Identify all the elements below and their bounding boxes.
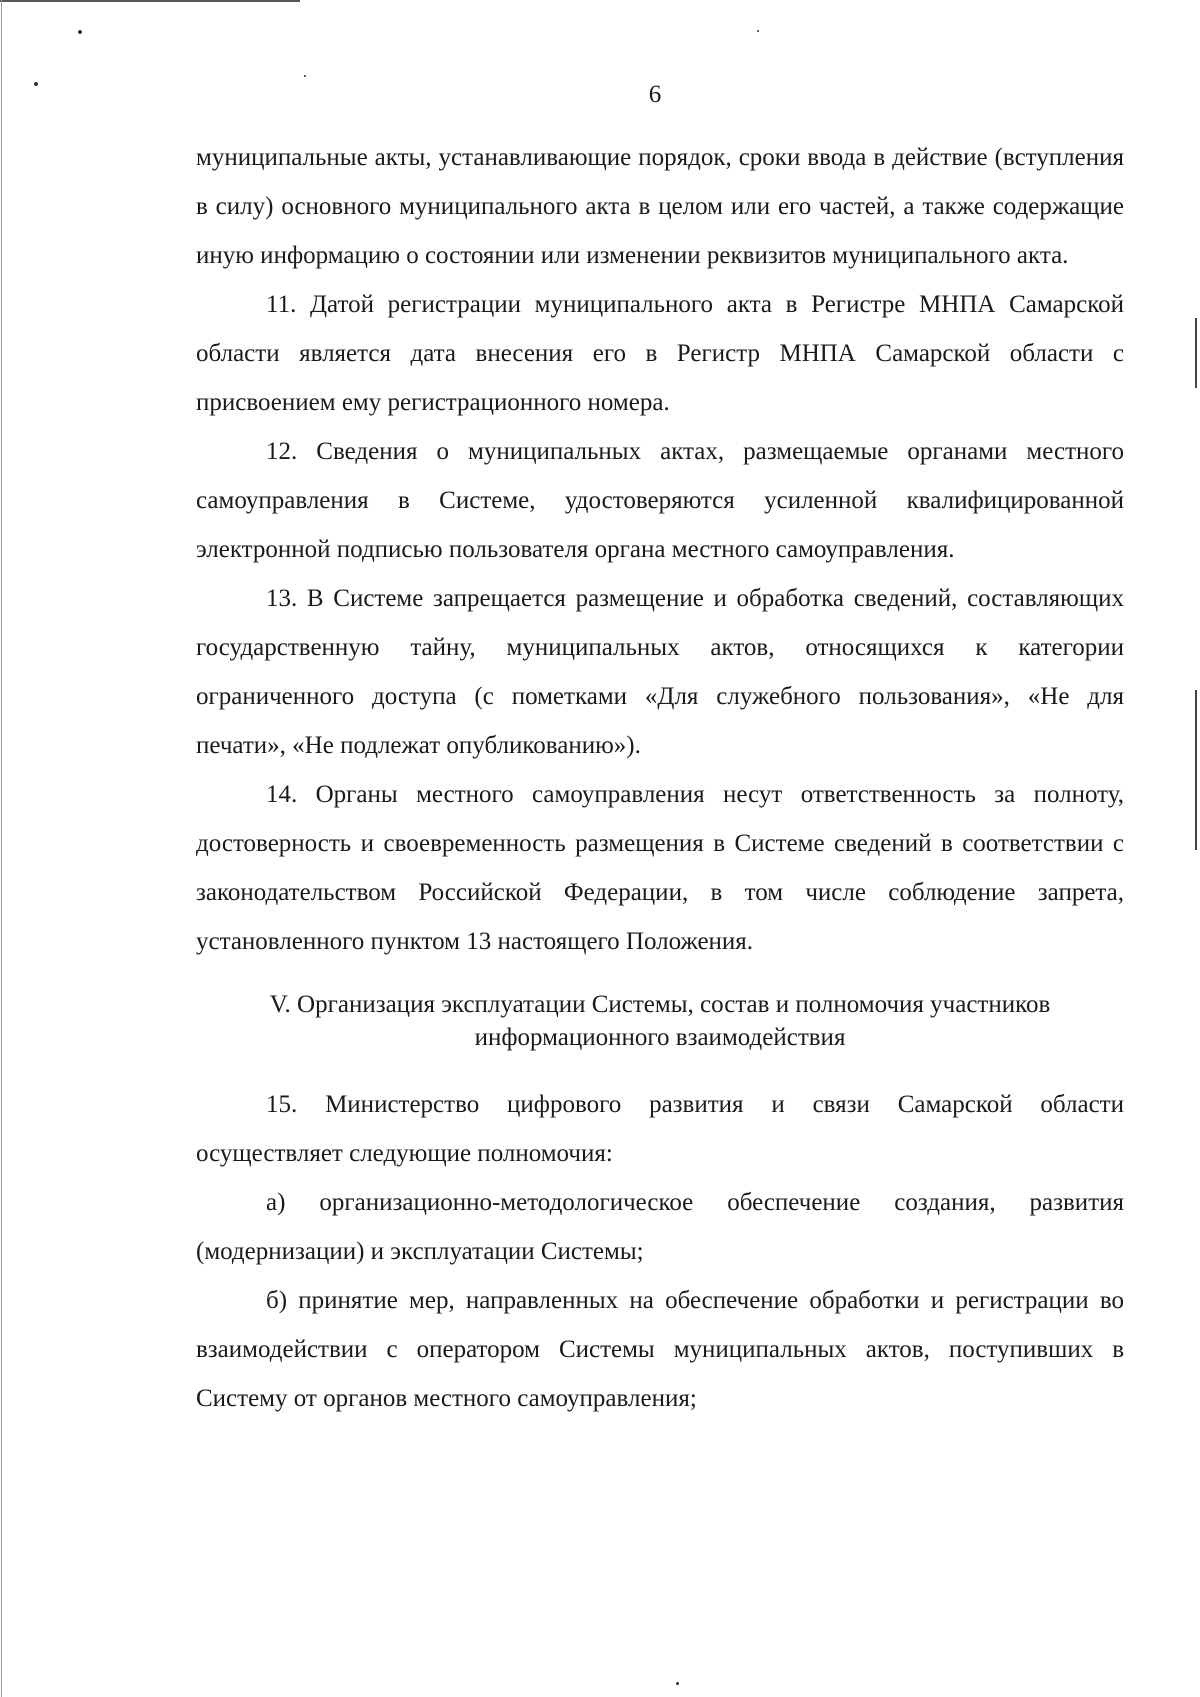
scan-speck [34, 82, 38, 86]
page-number: 6 [648, 81, 662, 108]
paragraph-continuation: муниципальные акты, устанавливающие порядок, сроки ввода в действие (вступления в силу) основного муниципального акта в целом или его частей, а также содержащие иную информацию о состоянии или изменении реквизитов муниципального акта. [196, 144, 1124, 269]
section-heading-line-1: V. Организация эксплуатации Системы, состав и полномочия участников [269, 991, 1051, 1018]
section-heading-line-2: информационного взаимодействия [474, 1024, 846, 1051]
scan-speck [304, 75, 306, 77]
scan-edge-top [0, 0, 300, 2]
section-heading [196, 988, 1124, 1054]
scan-edge-right-lower [1195, 690, 1197, 850]
document-body [196, 133, 1124, 1423]
paragraph-15: 15. Министерство цифрового развития и связи Самарской области осуществляет следующие полномочия: [196, 1091, 1124, 1167]
scan-edge-right-upper [1195, 318, 1197, 388]
scan-speck [676, 1682, 679, 1685]
paragraph-15b: б) принятие мер, направленных на обеспечение обработки и регистрации во взаимодействии с оператором Системы муниципальных актов, поступивших в Систему от органов местного самоуправления; [196, 1287, 1124, 1412]
paragraph-15a: а) организационно-методологическое обеспечение создания, развития (модернизации) и эксплуатации Системы; [196, 1189, 1124, 1265]
paragraph-12: 12. Сведения о муниципальных актах, размещаемые органами местного самоуправления в Системе, удостоверяются усиленной квалифицированной электронной подписью пользователя органа местного самоуправления. [196, 438, 1124, 563]
paragraph-14: 14. Органы местного самоуправления несут ответственность за полноту, достоверность и своевременность размещения в Системе сведений в соответствии с законодательством Российской Федерации, в том числе соблюдение запрета, установленного пунктом 13 настоящего Положения. [196, 781, 1124, 955]
scan-edge-left [1, 0, 2, 1697]
paragraph-13: 13. В Системе запрещается размещение и обработка сведений, составляющих государственную тайну, муниципальных актов, относящихся к категории ограниченного доступа (с пометками «Для служебного пользования», «Не для печати», «Не подлежат опубликованию»). [196, 585, 1124, 759]
paragraph-11: 11. Датой регистрации муниципального акта в Регистре МНПА Самарской области является дата внесения его в Регистр МНПА Самарской области с присвоением ему регистрационного номера. [196, 291, 1124, 416]
scan-speck [78, 30, 82, 34]
scan-speck [757, 30, 759, 32]
